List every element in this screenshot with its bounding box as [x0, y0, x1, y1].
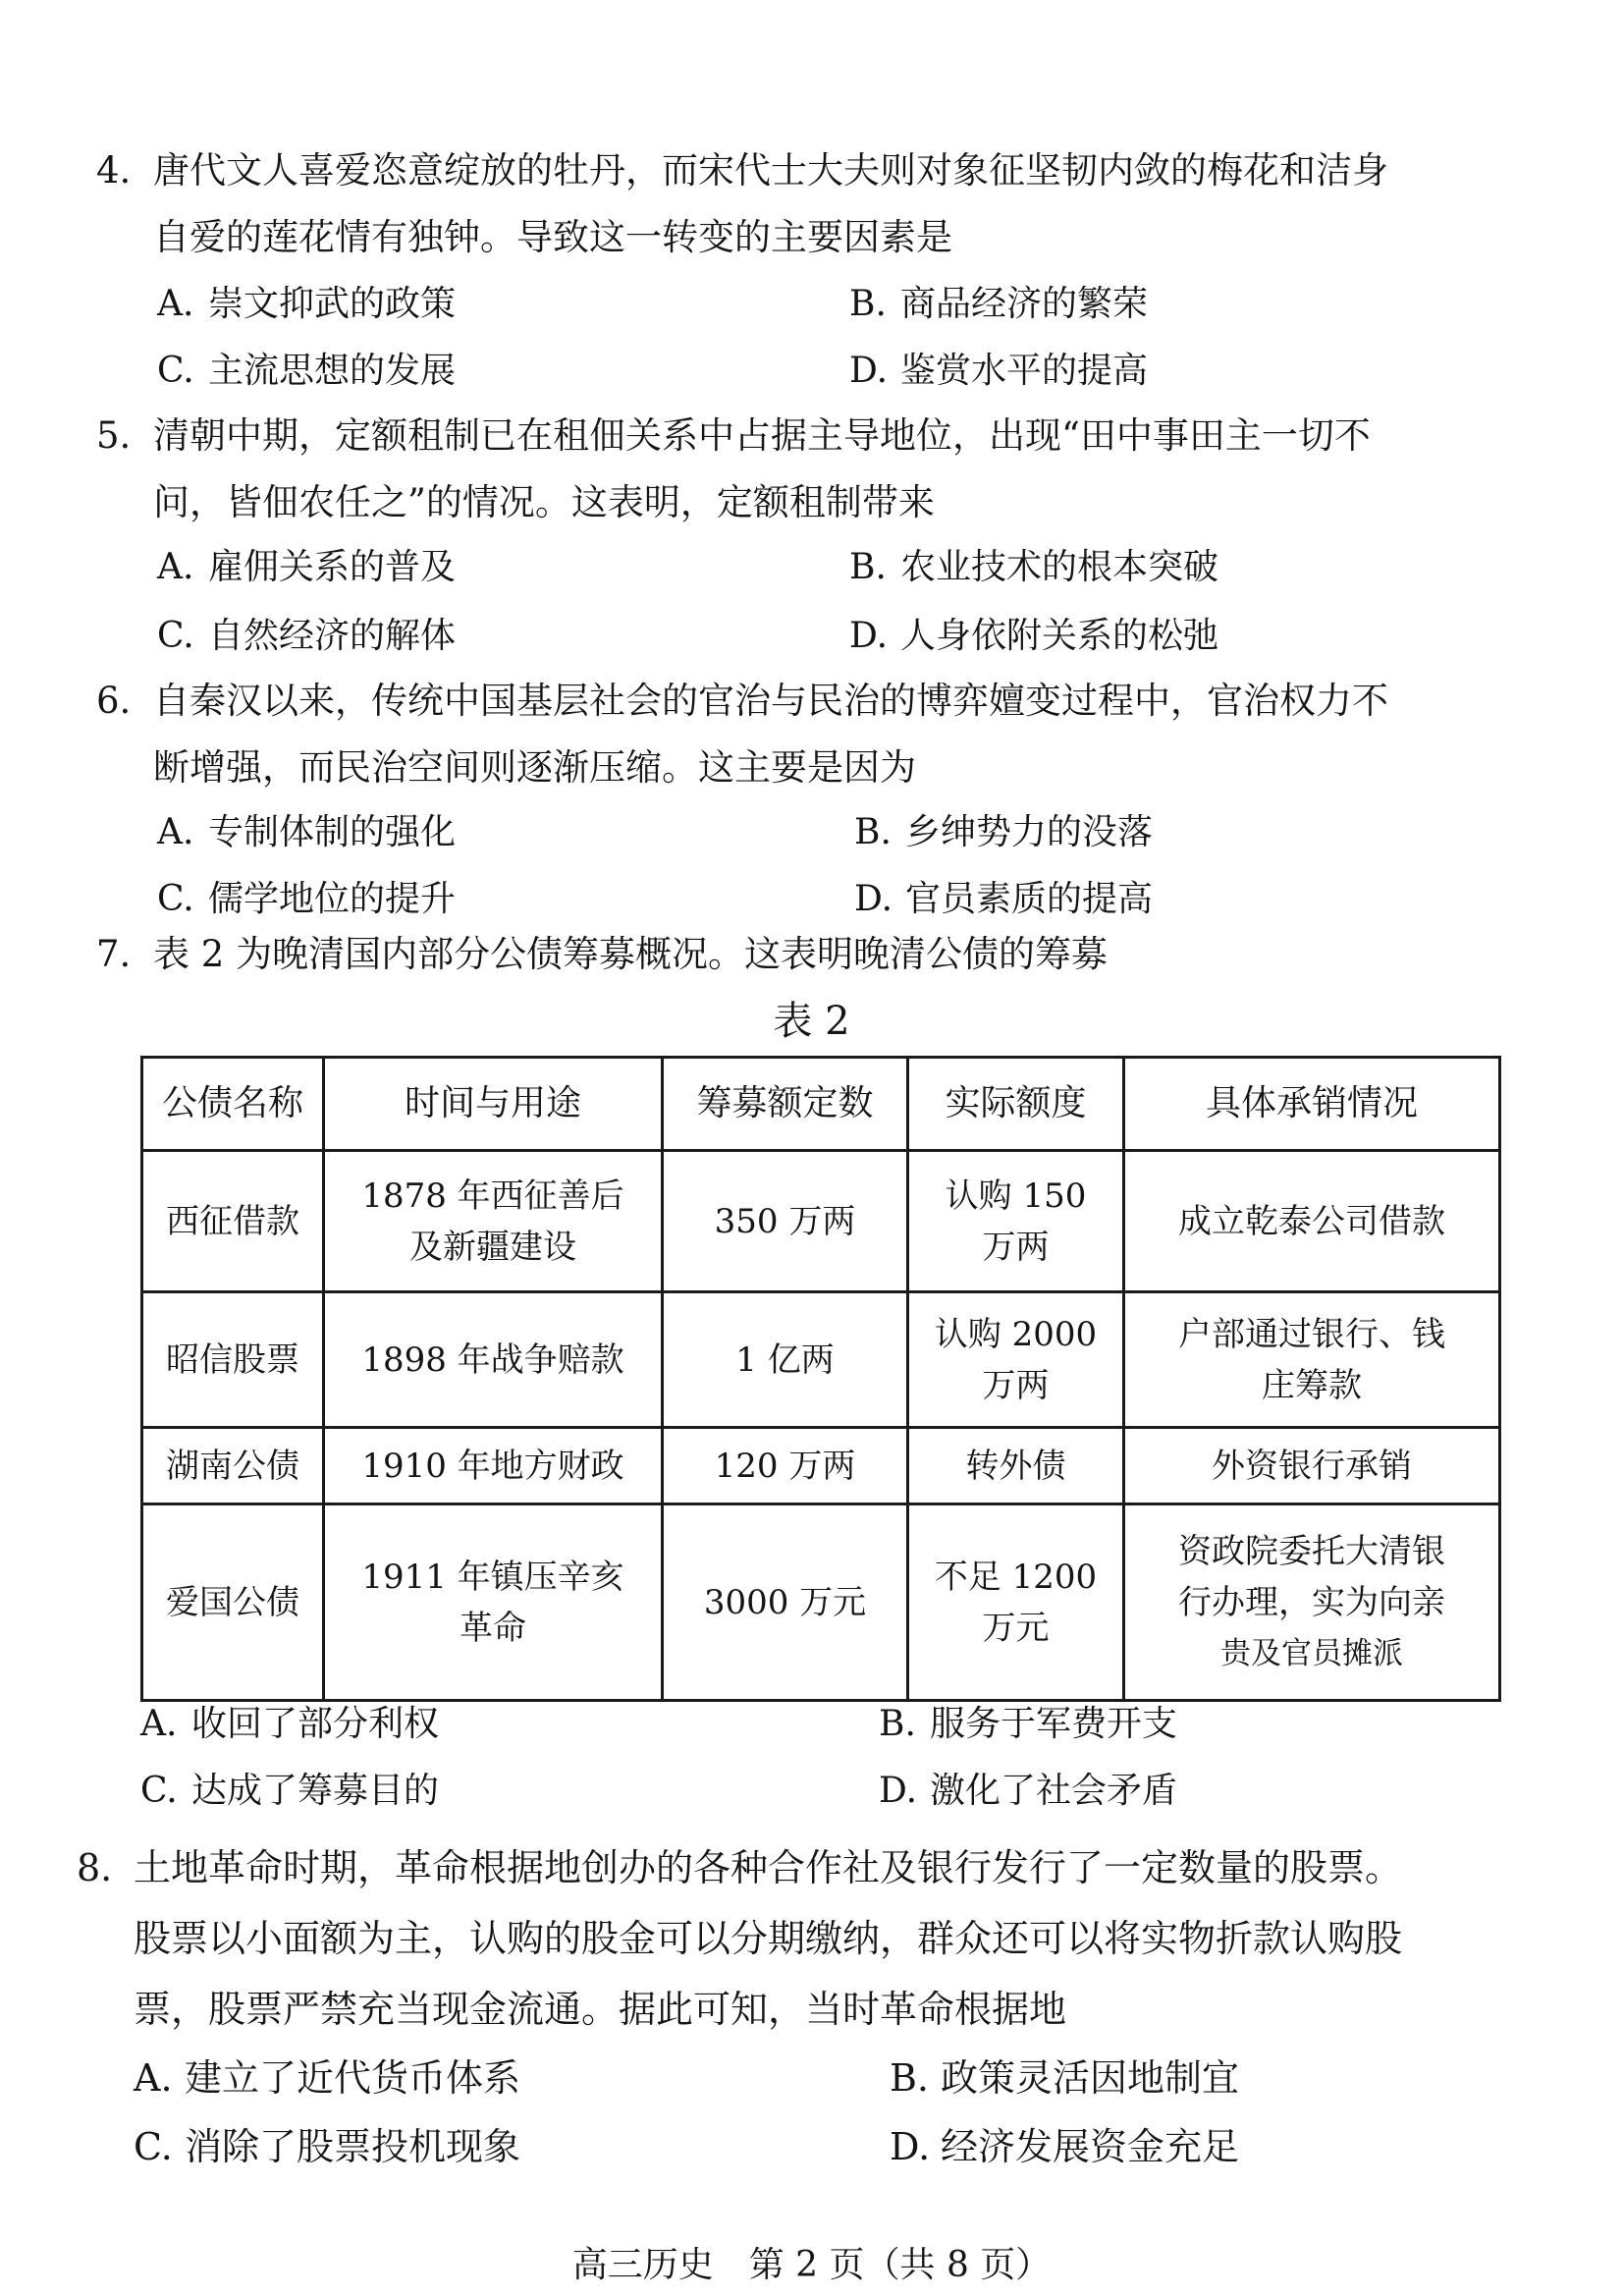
- question-text: 股票以小面额为主，认购的股金可以分期缴纳，群众还可以将实物折款认购股: [134, 1917, 1403, 1960]
- question-6-line-1: [96, 668, 1388, 735]
- question-8-line-2: [77, 1903, 1402, 1974]
- option-text: 服务于军费开支: [930, 1704, 1178, 1744]
- cell-line: 及新疆建设: [409, 1227, 576, 1267]
- cell-line: 万两: [982, 1227, 1050, 1267]
- option-c[interactable]: [157, 338, 456, 405]
- question-text: 自秦汉以来，传统中国基层社会的官治与民治的博弈嬗变过程中，官治权力不: [153, 680, 1388, 722]
- question-number: 6.: [96, 680, 132, 722]
- option-a[interactable]: [134, 2043, 520, 2113]
- option-b[interactable]: [849, 534, 1218, 601]
- cell-line: 认购 2000: [934, 1314, 1098, 1354]
- question-8-line-1: [77, 1832, 1402, 1903]
- option-letter: A.: [157, 284, 194, 324]
- question-8: [77, 1832, 1402, 2045]
- cell-name: 昭信股票: [142, 1292, 324, 1428]
- question-text: 票，股票严禁充当现金流通。据此可知，当时革命根据地: [134, 1988, 1067, 2031]
- header-underwriting: 具体承销情况: [1124, 1058, 1500, 1151]
- cell-line: 万元: [982, 1608, 1050, 1648]
- table-header-row: [142, 1058, 1500, 1151]
- option-letter: D.: [879, 1771, 918, 1811]
- option-letter: C.: [134, 2125, 173, 2168]
- option-c[interactable]: [140, 1758, 439, 1825]
- option-a[interactable]: [140, 1691, 439, 1758]
- table-row: [142, 1428, 1500, 1504]
- cell-name: 湖南公债: [142, 1428, 324, 1504]
- option-letter: A.: [140, 1704, 178, 1744]
- question-5-line-1: [96, 403, 1371, 469]
- option-letter: B.: [849, 547, 887, 587]
- option-letter: B.: [854, 812, 892, 852]
- question-text: 问，皆佃农任之”的情况。这表明，定额租制带来: [153, 481, 935, 523]
- option-letter: C.: [157, 351, 194, 391]
- option-letter: A.: [157, 812, 194, 852]
- cell-line: 不足 1200: [934, 1557, 1098, 1597]
- cell-time: [324, 1292, 663, 1428]
- option-b[interactable]: [849, 271, 1148, 338]
- question-text: 唐代文人喜爱恣意绽放的牡丹，而宋代士大夫则对象征坚韧内敛的梅花和洁身: [153, 149, 1388, 191]
- option-text: 鉴赏水平的提高: [900, 351, 1149, 391]
- option-a[interactable]: [157, 534, 456, 601]
- cell-line: 贵及官员摊派: [1220, 1635, 1403, 1671]
- cell-line: 1911 年镇压辛亥: [361, 1557, 624, 1597]
- option-a[interactable]: [157, 271, 456, 338]
- table-caption: 表 2: [773, 999, 850, 1044]
- cell-time: [324, 1428, 663, 1504]
- cell-line: 1910 年地方财政: [361, 1446, 624, 1486]
- cell-line: 万两: [982, 1365, 1050, 1405]
- option-letter: A.: [157, 547, 194, 587]
- question-4-line-2: [96, 204, 1388, 271]
- option-letter: D.: [849, 616, 889, 656]
- option-text: 专制体制的强化: [208, 812, 457, 852]
- cell-line: 认购 150: [945, 1175, 1087, 1216]
- option-text: 政策灵活因地制宜: [941, 2056, 1240, 2100]
- cell-detail: [1124, 1504, 1500, 1701]
- cell-actual: [908, 1292, 1124, 1428]
- option-text: 收回了部分利权: [191, 1704, 440, 1744]
- cell-actual: [908, 1428, 1124, 1504]
- cell-line: 1898 年战争赔款: [361, 1339, 624, 1380]
- question-number: 7.: [96, 933, 132, 975]
- cell-line: 转外债: [965, 1446, 1066, 1486]
- cell-time: [324, 1151, 663, 1292]
- question-8-line-3: [77, 1974, 1402, 2045]
- cell-line: 成立乾泰公司借款: [1178, 1201, 1445, 1241]
- option-letter: B.: [879, 1704, 916, 1744]
- option-c[interactable]: [134, 2111, 520, 2182]
- option-letter: D.: [849, 351, 889, 391]
- cell-line: 资政院委托大清银: [1178, 1531, 1445, 1571]
- option-letter: C.: [157, 879, 194, 919]
- header-actual: 实际额度: [908, 1058, 1124, 1151]
- question-number: 8.: [77, 1846, 113, 1889]
- header-quota: 筹募额定数: [663, 1058, 908, 1151]
- cell-detail: [1124, 1151, 1500, 1292]
- question-5: [96, 403, 1371, 536]
- option-text: 农业技术的根本突破: [900, 547, 1219, 587]
- table-row: [142, 1504, 1500, 1701]
- header-time-purpose: 时间与用途: [324, 1058, 663, 1151]
- option-text: 建立了近代货币体系: [185, 2056, 521, 2100]
- option-letter: C.: [140, 1771, 178, 1811]
- question-4: [96, 137, 1388, 271]
- question-6-line-2: [96, 735, 1388, 801]
- cell-actual: [908, 1151, 1124, 1292]
- cell-time: [324, 1504, 663, 1701]
- cell-detail: [1124, 1428, 1500, 1504]
- option-text: 雇佣关系的普及: [208, 547, 457, 587]
- option-text: 自然经济的解体: [208, 616, 457, 656]
- cell-line: 1878 年西征善后: [361, 1175, 624, 1216]
- option-text: 主流思想的发展: [208, 351, 457, 391]
- option-d[interactable]: [849, 338, 1148, 405]
- option-d[interactable]: [890, 2111, 1239, 2182]
- cell-quota: 120 万两: [663, 1428, 908, 1504]
- option-letter: D.: [854, 879, 893, 919]
- question-6: [96, 668, 1388, 801]
- option-d[interactable]: [849, 603, 1218, 670]
- cell-actual: [908, 1504, 1124, 1701]
- option-c[interactable]: [157, 603, 456, 670]
- option-d[interactable]: [879, 1758, 1177, 1825]
- question-text: 土地革命时期，革命根据地创办的各种合作社及银行发行了一定数量的股票。: [134, 1846, 1403, 1889]
- option-b[interactable]: [890, 2043, 1239, 2113]
- option-text: 乡绅势力的没落: [905, 812, 1154, 852]
- table-row: [142, 1151, 1500, 1292]
- option-text: 崇文抑武的政策: [208, 284, 457, 324]
- question-number: 4.: [96, 149, 132, 191]
- option-letter: A.: [134, 2056, 173, 2100]
- cell-line: 革命: [460, 1608, 526, 1648]
- question-text: 断增强，而民治空间则逐渐压缩。这主要是因为: [153, 746, 916, 789]
- cell-name: 西征借款: [142, 1151, 324, 1292]
- option-text: 达成了筹募目的: [191, 1771, 440, 1811]
- option-b[interactable]: [854, 799, 1153, 866]
- option-text: 激化了社会矛盾: [930, 1771, 1178, 1811]
- option-letter: B.: [890, 2056, 930, 2100]
- cell-quota: 3000 万元: [663, 1504, 908, 1701]
- option-text: 儒学地位的提升: [208, 879, 457, 919]
- question-number: 5.: [96, 414, 132, 457]
- option-text: 人身依附关系的松弛: [900, 616, 1219, 656]
- cell-line: 行办理，实为向亲: [1178, 1582, 1445, 1622]
- option-letter: B.: [849, 284, 887, 324]
- option-a[interactable]: [157, 799, 456, 866]
- cell-line: 外资银行承销: [1212, 1446, 1412, 1486]
- cell-line: 庄筹款: [1262, 1365, 1362, 1405]
- table-row: [142, 1292, 1500, 1428]
- question-7: [96, 921, 1108, 988]
- option-text: 商品经济的繁荣: [900, 284, 1149, 324]
- cell-name: 爱国公债: [142, 1504, 324, 1701]
- header-bond-name: 公债名称: [142, 1058, 324, 1151]
- option-text: 经济发展资金充足: [941, 2125, 1240, 2168]
- question-4-line-1: [96, 137, 1388, 204]
- option-letter: D.: [890, 2125, 931, 2168]
- option-b[interactable]: [879, 1691, 1177, 1758]
- cell-quota: 350 万两: [663, 1151, 908, 1292]
- question-text: 清朝中期，定额租制已在租佃关系中占据主导地位，出现“田中事田主一切不: [153, 414, 1371, 457]
- question-text: 自爱的莲花情有独钟。导致这一转变的主要因素是: [153, 216, 952, 258]
- cell-quota: 1 亿两: [663, 1292, 908, 1428]
- page-footer: 高三历史 第 2 页（共 8 页）: [571, 2245, 1052, 2285]
- option-text: 官员素质的提高: [905, 879, 1154, 919]
- question-5-line-2: [96, 469, 1371, 536]
- question-7-line-1: [96, 921, 1108, 988]
- cell-line: 户部通过银行、钱: [1178, 1314, 1445, 1354]
- cell-detail: [1124, 1292, 1500, 1428]
- question-text: 表 2 为晚清国内部分公债筹募概况。这表明晚清公债的筹募: [153, 933, 1109, 975]
- bond-table: [140, 1056, 1501, 1702]
- option-letter: C.: [157, 616, 194, 656]
- option-text: 消除了股票投机现象: [185, 2125, 521, 2168]
